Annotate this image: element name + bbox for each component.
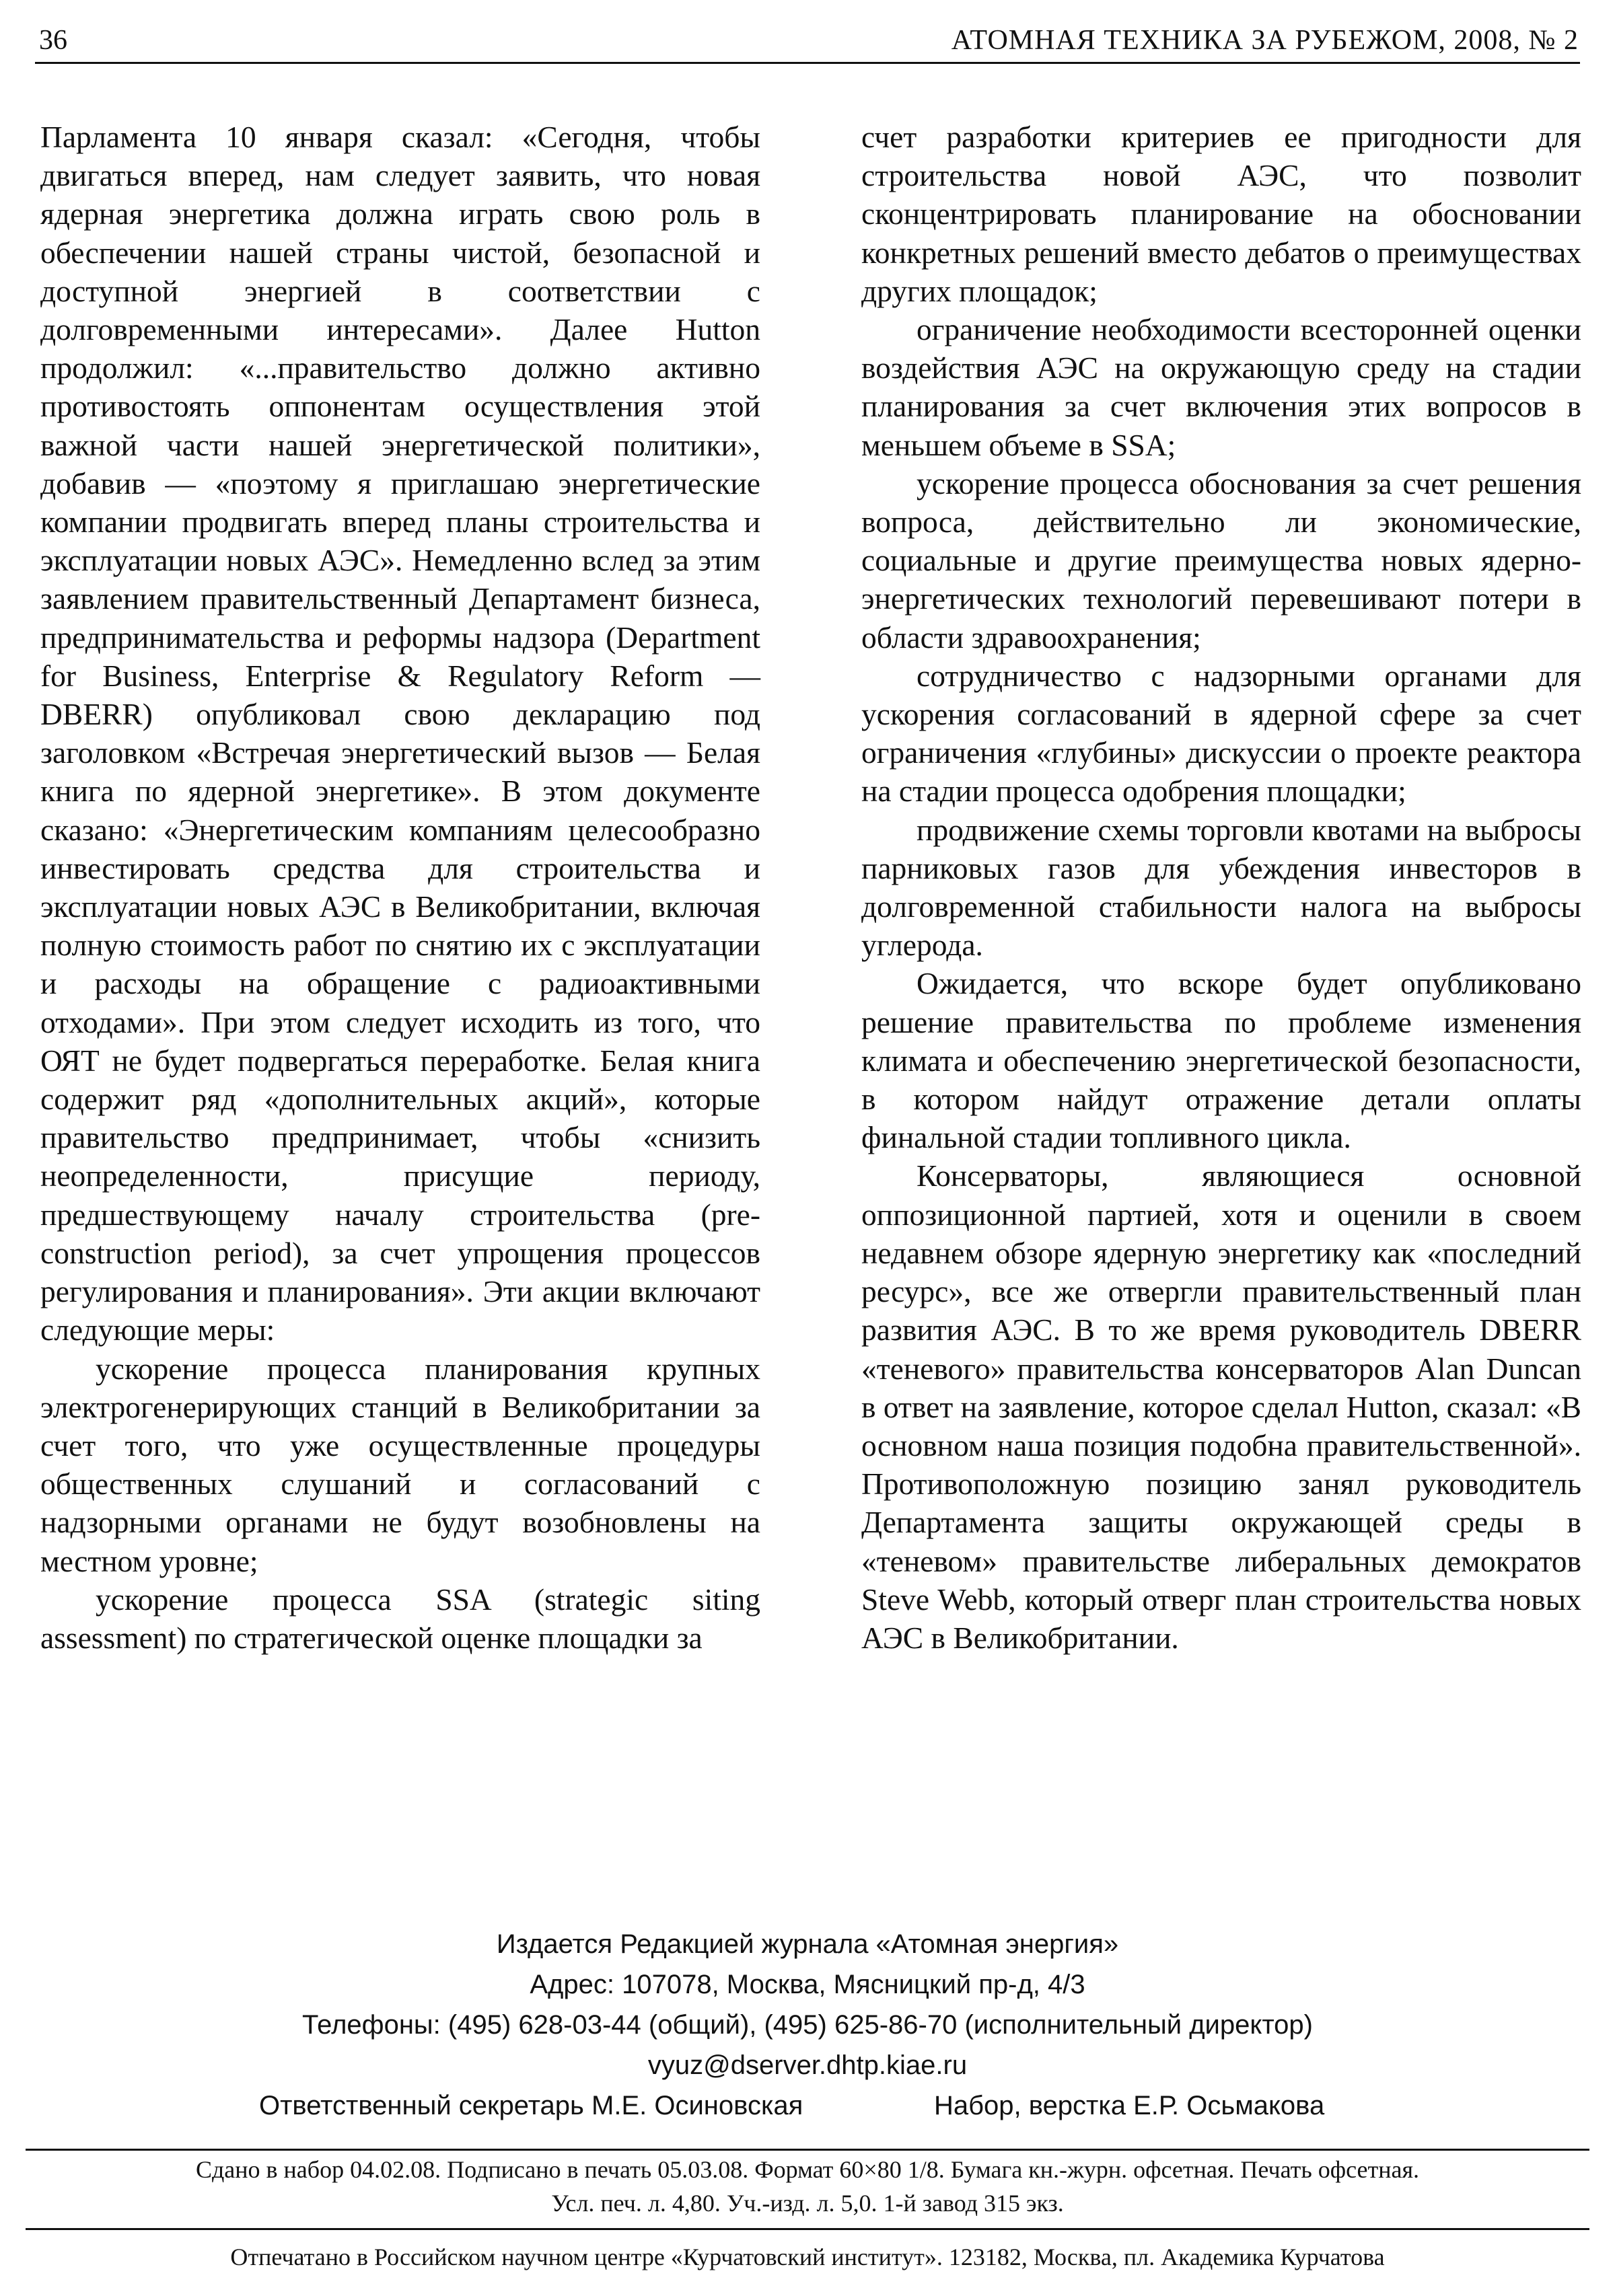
address-line: Адрес: 107078, Москва, Мясницкий пр-д, 4/3 [530,1970,1085,1999]
divider [26,2228,1589,2230]
paragraph-continuation: счет разработки критериев ее пригодности для строительства новой АЭС, что позволит сконцентрировать планирование на обосновании конкретных решений вместо дебатов о преимуществах других площадок; [861,120,1581,308]
print-details-line: Усл. печ. л. 4,80. Уч.-изд. л. 5,0. 1-й завод 315 экз. [551,2190,1064,2217]
staff-credits [0,2091,1615,2131]
left-column [40,118,760,1657]
print-details [0,2153,1615,2220]
article-body [40,118,1588,1786]
printer-line: Отпечатано в Российском научном центре «Курчатовский институт». 123182, Москва, пл. Академика Курчатова [230,2244,1385,2270]
list-item: ускорение процесса обоснования за счет решения вопроса, действительно ли экономические, социальные и другие преимущества новых ядерно-энергетических технологий перевешивают потери в области здравоохранения; [861,466,1581,655]
paragraph: Ожидается, что вскоре будет опубликовано решение правительства по проблеме изменения климата и обеспечению энергетической безопасности, в котором найдут отражение детали оплаты финальной стадии топливного цикла. [861,966,1581,1155]
right-column [861,118,1581,1657]
list-item: ускорение процесса SSA (strategic siting assessment) по стратегической оценке площадки за [40,1582,760,1655]
publisher-imprint [0,1924,1615,2085]
page-header [35,20,1580,64]
paragraph: Консерваторы, являющиеся основной оппозиционной партией, хотя и оценили в своем недавнем обзоре ядерную энергетику как «последний ресурс», все же отвергли правительственный план развития АЭС. В то же время руководитель DBERR «теневого» правительства консерваторов Alan Duncan в ответ на заявление, которое сделал Hutton, сказал: «В основном наша позиция подобна правительственной». Противоположную позицию занял руководитель Департамента защиты окружающей среды в «теневом» правительстве либеральных демократов Steve Webb, который отверг план строительства новых АЭС в Великобритании. [861,1158,1581,1655]
page-number: 36 [39,25,67,56]
list-item: сотрудничество с надзорными органами для ускорения согласований в ядерной сфере за счет ограничения «глубины» дискуссии о проекте реактора на стадии процесса одобрения площадки; [861,658,1581,809]
list-item: ускорение процесса планирования крупных электрогенерирующих станций в Великобритании за счет того, что уже осуществленные процедуры общественных слушаний и согласований с надзорными органами не будут возобновлены на местном уровне; [40,1351,760,1578]
paragraph: Парламента 10 января сказал: «Сегодня, чтобы двигаться вперед, нам следует заявить, что новая ядерная энергетика должна играть свою роль в обеспечении нашей страны чистой, безопасной и доступной энергией в соответствии с долговременными интересами». Далее Hutton продолжил: «...правительство должно активно противостоять оппонентам осуществления этой важной части нашей энергетической политики», добавив — «поэтому я приглашаю энергетические компании продвигать вперед планы строительства и эксплуатации новых АЭС». Немедленно вслед за этим заявлением правительственный Департамент бизнеса, предпринимательства и реформы надзора (Department for Business, Enterprise & Regulatory Reform — DBERR) опубликовал свою декларацию под заголовком «Встречая энергетический вызов — Белая книга по ядерной энергетике». В этом документе сказано: «Энергетическим компаниям целесообразно инвестировать средства для строительства и эксплуатации новых АЭС в Великобритании, включая полную стоимость работ по снятию их с эксплуатации и расходы на обращение с радиоактивными отходами». При этом следует исходить из того, что ОЯТ не будет подвергаться переработке. Белая книга содержит ряд «дополнительных акций», которые правительство предпринимает, чтобы «снизить неопределенности, присущие периоду, предшествующему началу строительства (pre-construction period), за счет упрощения процессов регулирования и планирования». Эти акции включают следующие меры: [40,120,760,1347]
layout-credit: Набор, верстка Е.Р. Осьмакова [934,2091,1325,2120]
divider [26,2149,1589,2151]
list-item: ограничение необходимости всесторонней оценки воздействия АЭС на окружающую среду на стадии планирования за счет включения этих вопросов в меньшем объеме в SSA; [861,312,1581,462]
publisher-line: Издается Редакцией журнала «Атомная энергия» [496,1929,1119,1959]
print-details-line: Сдано в набор 04.02.08. Подписано в печать 05.03.08. Формат 60×80 1/8. Бумага кн.-журн. офсетная. Печать офсетная. [195,2156,1420,2183]
secretary-credit: Ответственный секретарь М.Е. Осиновская [259,2091,803,2120]
running-title: АТОМНАЯ ТЕХНИКА ЗА РУБЕЖОМ, 2008, № 2 [951,25,1579,56]
email-line: vyuz@dserver.dhtp.kiae.ru [647,2050,968,2080]
list-item: продвижение схемы торговли квотами на выбросы парниковых газов для убеждения инвесторов в долговременной стабильности налога на выбросы углерода. [861,812,1581,963]
phones-line: Телефоны: (495) 628-03-44 (общий), (495) 625-86-70 (исполнительный директор) [301,2010,1313,2040]
